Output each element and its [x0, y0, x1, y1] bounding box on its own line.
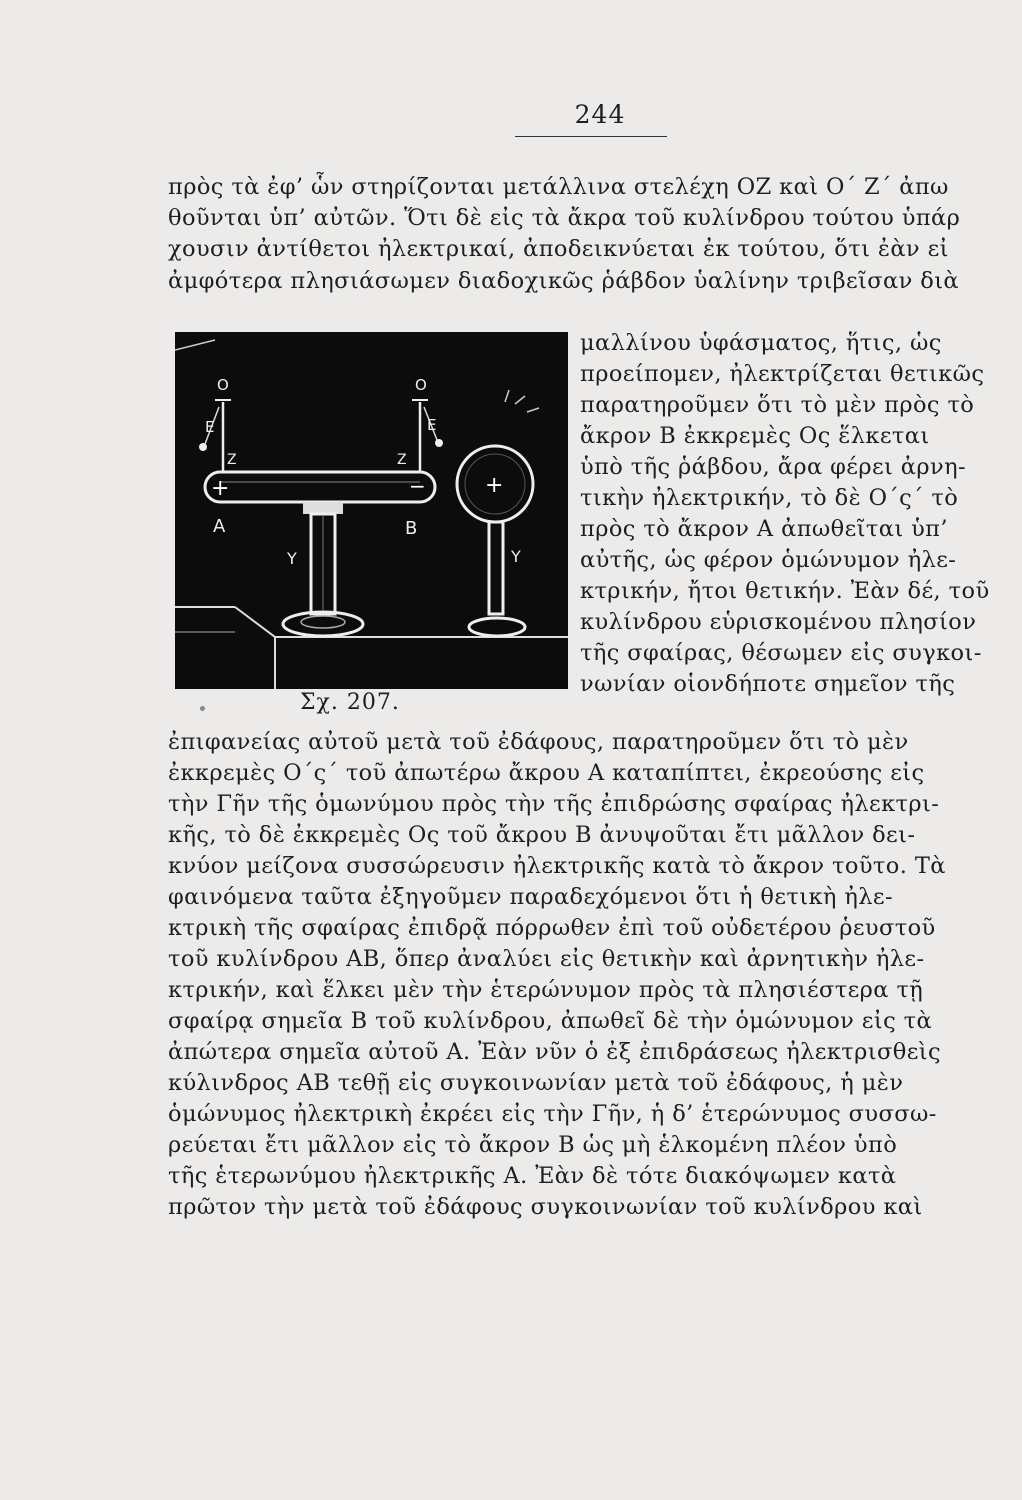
stray-mark	[200, 706, 205, 711]
label-o-right: Ο	[415, 376, 427, 394]
label-o-left: Ο	[217, 376, 229, 394]
text-line: πρὸς τὸ ἄκρον Α ἀπωθεῖται ὑπ’	[580, 516, 948, 542]
text-line: κτρικὴ τῆς σφαίρας ἐπιδρᾷ πόρρωθεν ἐπὶ τοῦ οὐδετέρου ῥευστοῦ	[168, 915, 936, 941]
label-y-right: Υ	[511, 547, 521, 566]
text-line: θοῦνται ὑπ’ αὐτῶν. Ὅτι δὲ εἰς τὰ ἄκρα τοῦ κυλίνδρου τούτου ὑπάρ	[168, 205, 961, 231]
pendulum-right	[435, 439, 443, 447]
text-line: κύλινδρος ΑΒ τεθῇ εἰς συγκοινωνίαν μετὰ τοῦ ἐδάφους, ἡ μὲν	[168, 1070, 904, 1096]
label-e-left: Ε	[205, 418, 215, 436]
header-rule	[515, 136, 667, 137]
text-line: κῆς, τὸ δὲ ἐκκρεμὲς Ος τοῦ ἄκρου Β ἀνυψοῦται ἔτι μᾶλλον δει-	[168, 822, 916, 848]
label-plus-cylinder: +	[211, 476, 230, 501]
text-line: τῆς σφαίρας, θέσωμεν εἰς συγκοι-	[580, 640, 982, 666]
text-line: πρὸς τὰ ἐφ’ ὧν στηρίζονται μετάλλινα στελέχη ΟΖ καὶ Ο΄ Ζ΄ ἀπω	[168, 174, 949, 200]
text-line: ἐκκρεμὲς Ο΄ς΄ τοῦ ἀπωτέρω ἄκρου Α καταπίπτει, ἐκρεούσης εἰς	[168, 760, 925, 786]
text-line: κυλίνδρου εὑρισκομένου πλησίον	[580, 609, 977, 635]
text-line: ἐπιφανείας αὐτοῦ μετὰ τοῦ ἐδάφους, παρατηροῦμεν ὅτι τὸ μὲν	[168, 729, 909, 755]
text-line: τικὴν ἠλεκτρικήν, τὸ δὲ Ο΄ς΄ τὸ	[580, 485, 959, 511]
page-number: 244	[574, 100, 626, 129]
text-line: φαινόμενα ταῦτα ἐξηγοῦμεν παραδεχόμενοι ὅτι ἡ θετικὴ ἠλε-	[168, 884, 893, 910]
text-line: πρῶτον τὴν μετὰ τοῦ ἐδάφους συγκοινωνίαν τοῦ κυλίνδρου καὶ	[168, 1194, 923, 1220]
text-line: τοῦ κυλίνδρου ΑΒ, ὅπερ ἀναλύει εἰς θετικὴν καὶ ἀρνητικὴν ἠλε-	[168, 946, 925, 972]
text-line: παρατηροῦμεν ὅτι τὸ μὲν πρὸς τὸ	[580, 392, 975, 418]
figure-207	[175, 332, 568, 689]
label-z-right: Ζ	[397, 452, 407, 468]
text-line: αὐτῆς, ὡς φέρον ὁμώνυμον ἠλε-	[580, 547, 957, 573]
text-line: ὑπὸ τῆς ῥάβδου, ἄρα φέρει ἀρνη-	[580, 454, 966, 480]
electroscope-illustration	[175, 332, 568, 689]
text-line: κτρικήν, ἤτοι θετικήν. Ἐὰν δέ, τοῦ	[580, 578, 990, 604]
cylinder-ab	[205, 472, 435, 502]
text-line: ρεύεται ἔτι μᾶλλον εἰς τὸ ἄκρον Β ὡς μὴ ἑλκομένη πλέον ὑπὸ	[168, 1132, 898, 1158]
label-plus-sphere: +	[485, 473, 504, 498]
text-line: ἄκρον Β ἐκκρεμὲς Ος ἕλκεται	[580, 423, 930, 449]
text-line: ἀπώτερα σημεῖα αὐτοῦ Α. Ἐὰν νῦν ὁ ἐξ ἐπιδράσεως ἠλεκτρισθεὶς	[168, 1039, 941, 1065]
label-e-right: Ε	[427, 416, 437, 434]
label-z-left: Ζ	[227, 452, 237, 468]
text-line: τῆς ἑτερωνύμου ἠλεκτρικῆς Α. Ἐὰν δὲ τότε διακόψωμεν κατὰ	[168, 1163, 897, 1189]
text-line: χουσιν ἀντίθετοι ἠλεκτρικαί, ἀποδεικνύεται ἐκ τούτου, ὅτι ἐὰν εἰ	[168, 236, 949, 262]
text-line: κτρικήν, καὶ ἕλκει μὲν τὴν ἑτερώνυμον πρὸς τὰ πλησιέστερα τῇ	[168, 977, 924, 1003]
text-line: προείπομεν, ἠλεκτρίζεται θετικῶς	[580, 361, 985, 387]
text-line: μαλλίνου ὑφάσματος, ἥτις, ὡς	[580, 330, 942, 356]
figure-caption: Σχ. 207.	[300, 690, 400, 715]
label-a: Α	[213, 516, 226, 537]
text-line: τὴν Γῆν τῆς ὁμωνύμου πρὸς τὴν τῆς ἐπιδρώσης σφαίρας ἠλεκτρι-	[168, 791, 940, 817]
text-line: σφαίρᾳ σημεῖα Β τοῦ κυλίνδρου, ἀπωθεῖ δὲ τὴν ὁμώνυμον εἰς τὰ	[168, 1008, 933, 1034]
label-b: Β	[405, 518, 418, 539]
text-line: κνύον μείζονα συσσώρευσιν ἠλεκτρικῆς κατὰ τὸ ἄκρον τοῦτο. Τὰ	[168, 853, 946, 879]
label-minus-cylinder: −	[409, 474, 426, 498]
pendulum-left	[199, 443, 207, 451]
label-y-left: Υ	[287, 549, 297, 568]
text-line: ἀμφότερα πλησιάσωμεν διαδοχικῶς ῥάβδον ὑαλίνην τριβεῖσαν διὰ	[168, 268, 960, 294]
text-line: ὁμώνυμος ἠλεκτρικὴ ἐκρέει εἰς τὴν Γῆν, ἡ δ’ ἑτερώνυμος συσσω-	[168, 1101, 937, 1127]
text-line: νωνίαν οἱονδήποτε σημεῖον τῆς	[580, 671, 956, 697]
